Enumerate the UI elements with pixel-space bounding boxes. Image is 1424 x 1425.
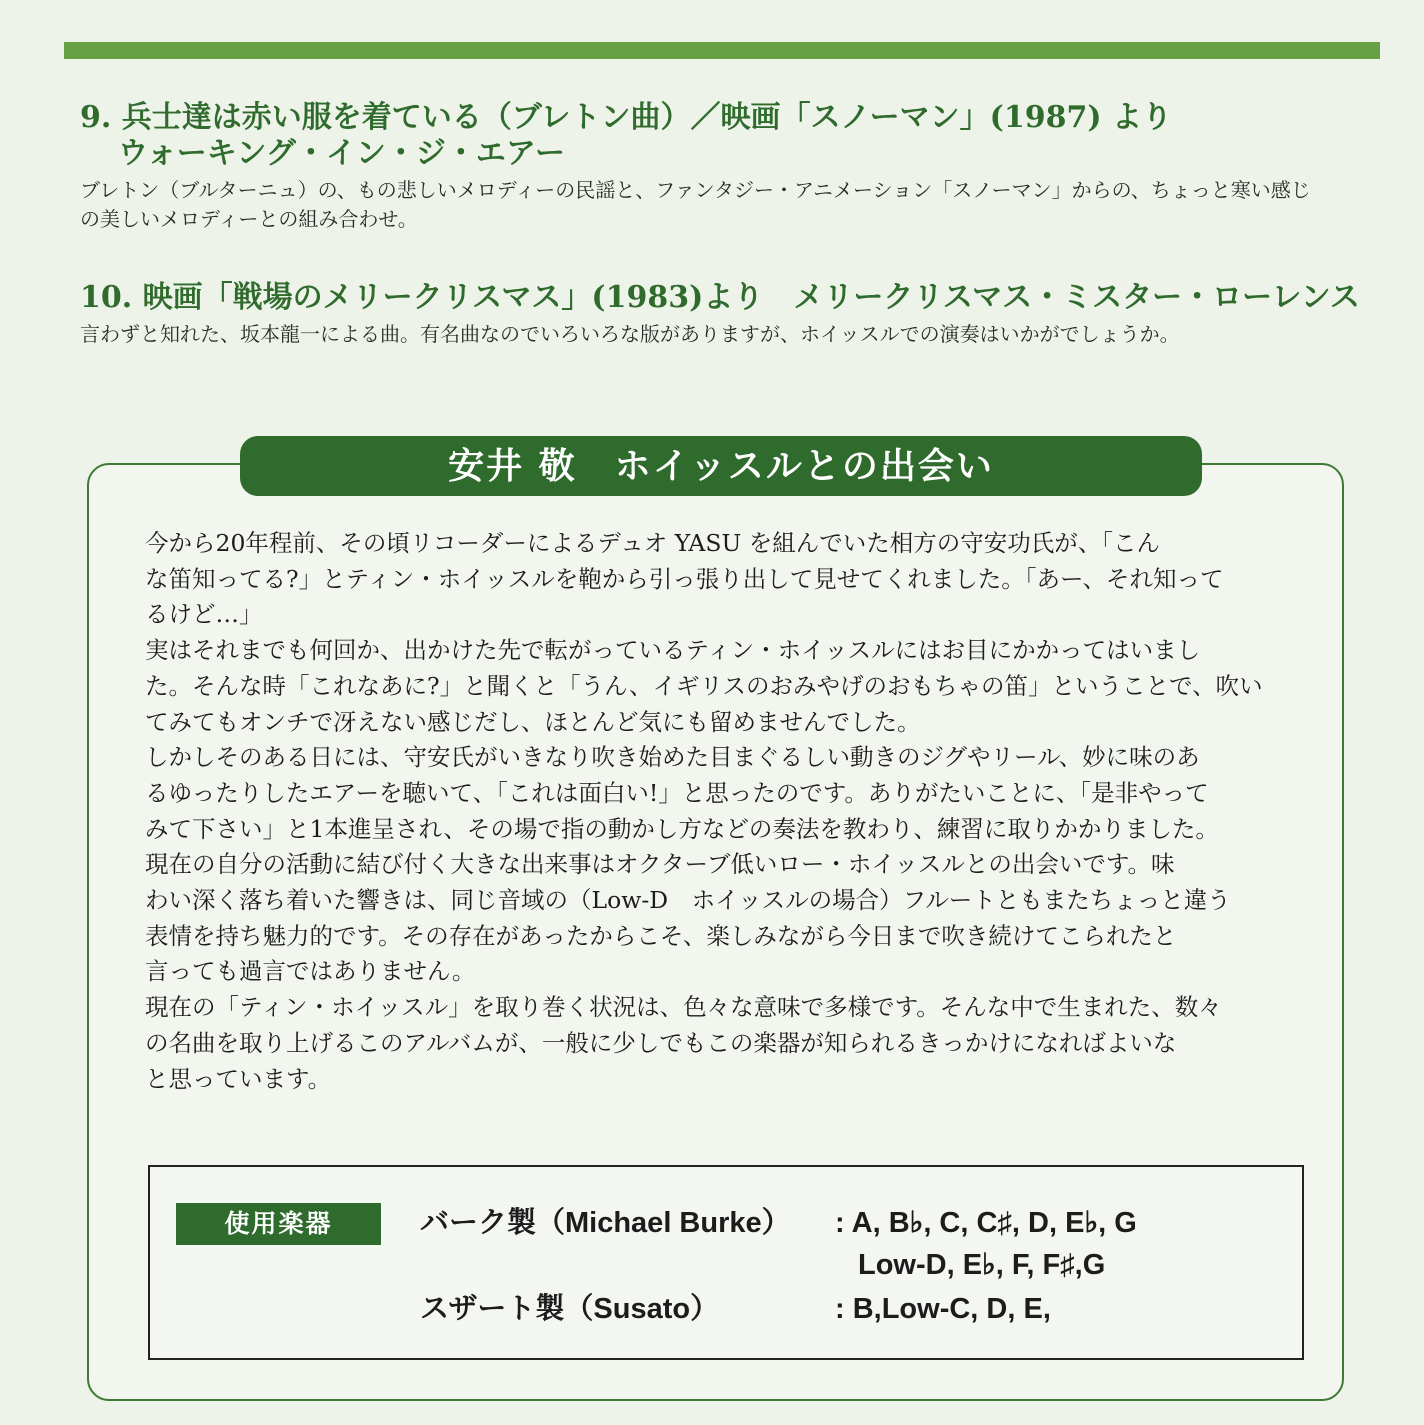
track-9 (80, 100, 1311, 234)
essay-line: わい深く落ち着いた響きは、同じ音域の（Low-D ホイッスルの場合）フルートともまたちょっと違う (145, 886, 1231, 915)
essay-line: 表情を持ち魅力的です。その存在があったからこそ、楽しみながら今日まで吹き続けてこられたと (145, 921, 1177, 950)
track-9-title (80, 100, 1311, 172)
track-9-desc-line2: の美しいメロディーとの組み合わせ。 (80, 207, 418, 231)
instrument-keys-burke-low: Low-D, E♭, F, F♯,G (858, 1249, 1106, 1281)
track-9-title-line2: ウォーキング・イン・ジ・エアー (118, 136, 565, 171)
track-10-description: 言わずと知れた、坂本龍一による曲。有名曲なのでいろいろな版がありますが、ホイッスルでの演奏はいかがでしょうか。 (80, 322, 1180, 346)
track-9-title-line1: 9. 兵士達は赤い服を着ている（ブレトン曲）／映画「スノーマン」(1987) より (80, 100, 1172, 135)
instrument-maker-burke: バーク製（Michael Burke） (420, 1207, 791, 1239)
essay-line: 今から20年程前、その頃リコーダーによるデュオ YASU を組んでいた相方の守安功氏が、「こん (145, 529, 1160, 557)
instrument-maker-susato: スザート製（Susato） (420, 1293, 720, 1325)
instrument-keys-burke: : A, B♭, C, C♯, D, E♭, G (835, 1207, 1137, 1239)
essay-line: と思っています。 (145, 1064, 332, 1093)
track-9-description (80, 176, 1311, 234)
essay-line: た。そんな時「これなあに?」と聞くと「うん、イギリスのおみやげのおもちゃの笛」ということで、吹い (145, 671, 1263, 700)
essay-line: な笛知ってる?」とティン・ホイッスルを鞄から引っ張り出して見せてくれました。「あー、それ知って (145, 564, 1224, 593)
essay-line: 実はそれまでも何回か、出かけた先で転がっているティン・ホイッスルにはお目にかかってはいまし (145, 636, 1201, 665)
essay-line: るゆったりしたエアーを聴いて、「これは面白い!」と思ったのです。ありがたいことに、「是非やって (145, 778, 1209, 807)
essay-line: てみてもオンチで冴えない感じだし、ほとんど気にも留めませんでした。 (145, 707, 921, 736)
track-9-desc-line1: ブレトン（ブルターニュ）の、もの悲しいメロディーの民謡と、ファンタジー・アニメーション「スノーマン」からの、ちょっと寒い感じ (80, 178, 1311, 202)
instruments-box (148, 1165, 1304, 1360)
essay-line: みて下さい」と1本進呈され、その場で指の動かし方などの奏法を教わり、練習に取りかかりました。 (145, 814, 1219, 843)
essay-line: の名曲を取り上げるこのアルバムが、一般に少しでもこの楽器が知られるきっかけになればよいな (145, 1028, 1177, 1057)
track-10-title: 10. 映画「戦場のメリークリスマス」(1983)より メリークリスマス・ミスター・ローレンス (80, 280, 1360, 315)
instruments-label: 使用楽器 (176, 1203, 381, 1245)
section-title-banner: 安井 敬 ホイッスルとの出会い (240, 436, 1202, 496)
essay-text (145, 526, 1305, 1097)
essay-line: 現在の「ティン・ホイッスル」を取り巻く状況は、色々な意味で多様です。そんな中で生まれた、数々 (145, 993, 1222, 1022)
essay-line: 言っても過言ではありません。 (145, 957, 476, 986)
top-accent-bar (64, 42, 1380, 59)
essay-line: しかしそのある日には、守安氏がいきなり吹き始めた目まぐるしい動きのジグやリール、妙に味のあ (145, 743, 1200, 772)
instrument-keys-susato: : B,Low-C, D, E, (835, 1293, 1051, 1325)
essay-line: 現在の自分の活動に結び付く大きな出来事はオクターブ低いロー・ホイッスルとの出会いです。味 (145, 850, 1175, 879)
track-10 (80, 280, 1360, 349)
essay-line: るけど…」 (145, 600, 263, 629)
